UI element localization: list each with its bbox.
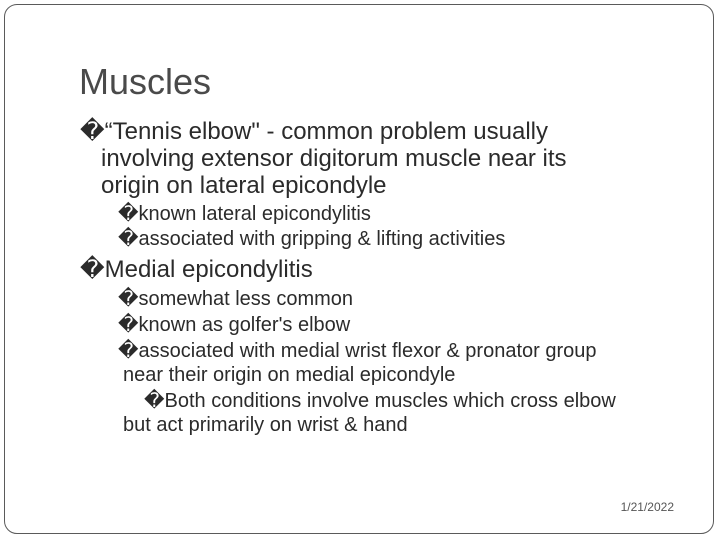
sub-bullet-text: associated with gripping & lifting activities (138, 228, 506, 250)
bullet-text: “Tennis elbow" - common problem usually (104, 118, 548, 145)
bullet-text-continuation: origin on lateral epicondyle (101, 172, 387, 199)
sub-bullet-golfers-elbow (118, 313, 350, 337)
sub-bullet-gripping (118, 227, 505, 251)
sub-bullet-text-continuation: but act primarily on wrist & hand (123, 414, 408, 436)
sub-bullet-text: known as golfer's elbow (138, 314, 351, 336)
bullet-medial-epicondylitis (80, 256, 313, 283)
bullet-marker-icon: � (118, 288, 139, 310)
slide-date: 1/21/2022 (620, 500, 674, 514)
sub-bullet-text: known lateral epicondylitis (138, 203, 371, 225)
bullet-marker-icon: � (80, 118, 105, 145)
bullet-marker-icon: � (80, 256, 105, 283)
sub-bullet-lateral-epicondylitis (118, 202, 371, 226)
sub-bullet-wrist-flexor (118, 339, 597, 363)
bullet-marker-icon: � (144, 390, 165, 412)
bullet-tennis-elbow (80, 118, 548, 145)
bullet-marker-icon: � (118, 314, 139, 336)
sub-bullet-less-common (118, 287, 353, 311)
slide-title: Muscles (79, 61, 212, 102)
sub-bullet-text-continuation: near their origin on medial epicondyle (123, 364, 456, 386)
bullet-marker-icon: � (118, 340, 139, 362)
sub-bullet-text: associated with medial wrist flexor & pronator group (138, 340, 597, 362)
bullet-text-continuation: involving extensor digitorum muscle near its (101, 145, 567, 172)
bullet-text: Medial epicondylitis (104, 256, 313, 283)
sub-bullet-text: somewhat less common (138, 288, 354, 310)
bullet-marker-icon: � (118, 203, 139, 225)
sub-bullet-both-conditions (144, 389, 616, 413)
bullet-marker-icon: � (118, 228, 139, 250)
sub-bullet-text: Both conditions involve muscles which cross elbow (164, 390, 616, 412)
